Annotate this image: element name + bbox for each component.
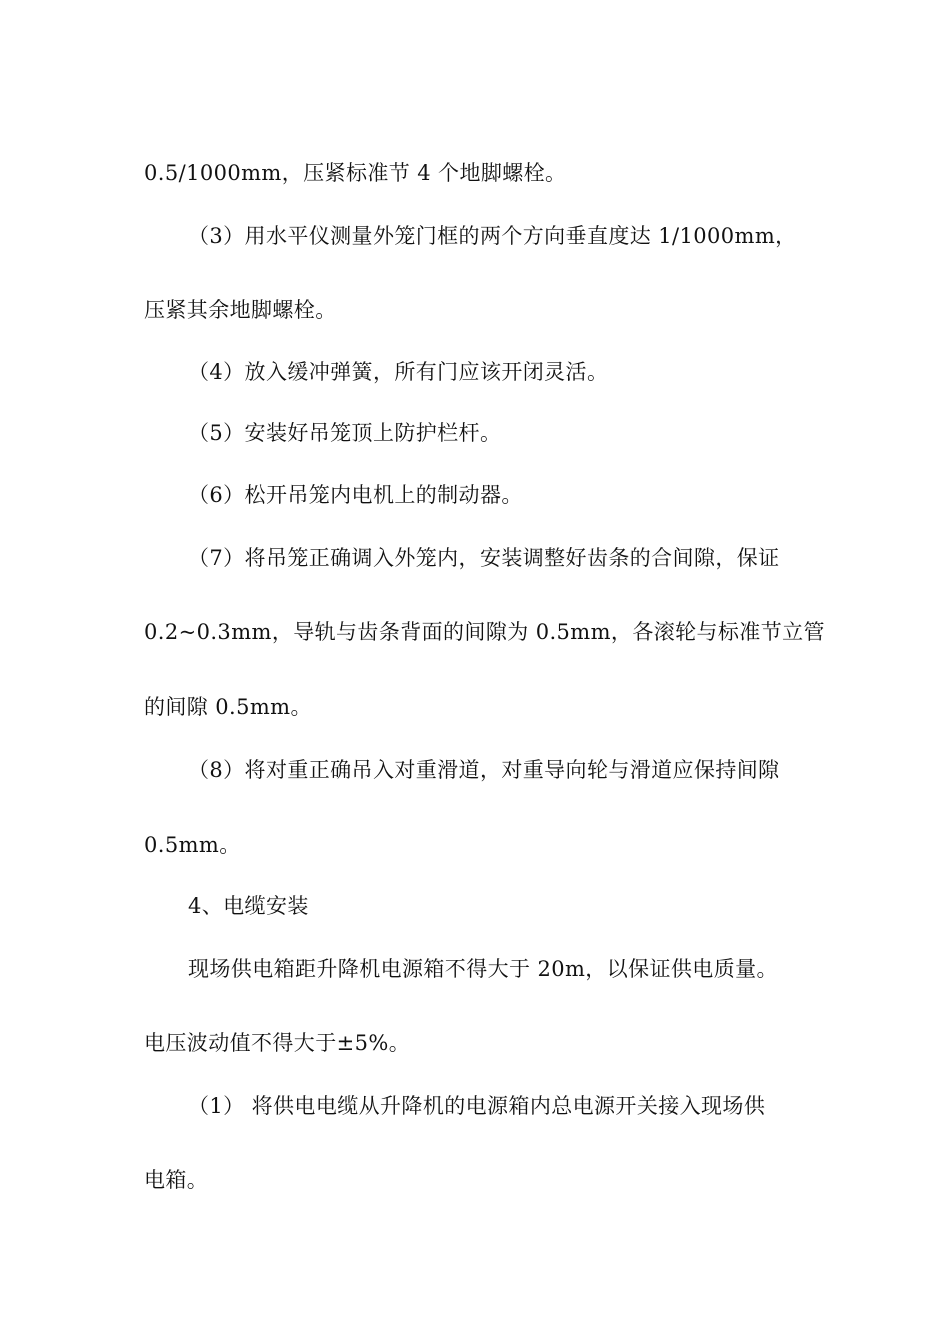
text-line: 电箱。: [144, 1168, 209, 1192]
text-line: 现场供电箱距升降机电源箱不得大于 20m，以保证供电质量。: [188, 957, 778, 981]
text-line: 压紧其余地脚螺栓。: [144, 298, 337, 322]
text-line: 0.2~0.3mm，导轨与齿条背面的间隙为 0.5mm，各滚轮与标准节立管: [144, 620, 825, 644]
text-line: （8）将对重正确吊入对重滑道，对重导向轮与滑道应保持间隙: [188, 758, 780, 782]
text-line: 0.5/1000mm，压紧标准节 4 个地脚螺栓。: [144, 161, 567, 185]
text-line: 的间隙 0.5mm。: [144, 695, 312, 719]
text-line: （7）将吊笼正确调入外笼内，安装调整好齿条的合间隙，保证: [188, 546, 780, 570]
text-line: （4）放入缓冲弹簧，所有门应该开闭灵活。: [188, 360, 609, 384]
text-line: （1） 将供电电缆从升降机的电源箱内总电源开关接入现场供: [188, 1094, 766, 1118]
text-line: （3）用水平仪测量外笼门框的两个方向垂直度达 1/1000mm，: [188, 224, 797, 248]
section-heading: 4、电缆安装: [188, 894, 309, 918]
text-line: 电压波动值不得大于±5%。: [144, 1031, 411, 1055]
text-line: 0.5mm。: [144, 833, 241, 857]
text-line: （5）安装好吊笼顶上防护栏杆。: [188, 421, 502, 445]
text-line: （6）松开吊笼内电机上的制动器。: [188, 483, 523, 507]
